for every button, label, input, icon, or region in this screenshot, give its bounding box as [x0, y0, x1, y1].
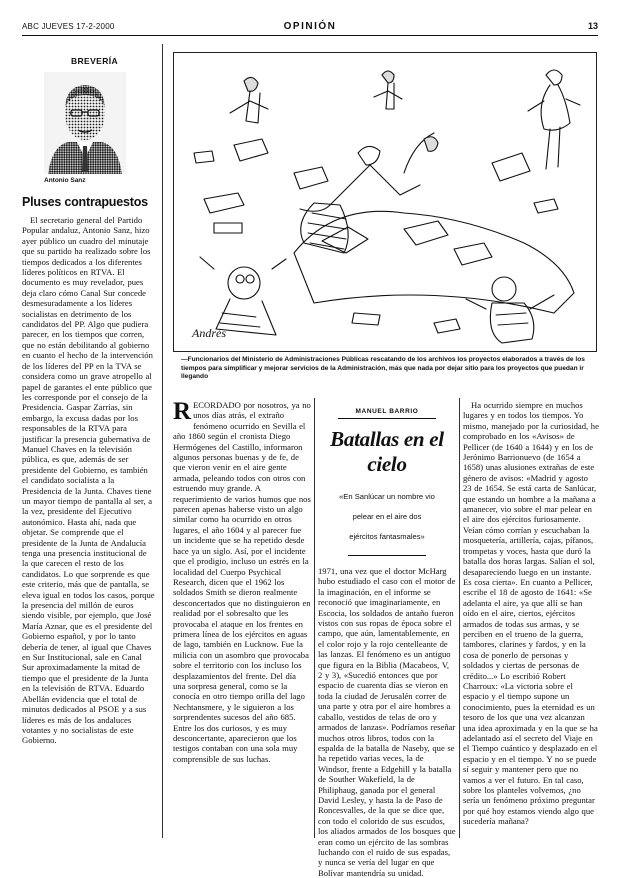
artist-signature: Andrés — [192, 326, 226, 340]
article-center-body — [318, 566, 456, 878]
article-center-text: 1971, una vez que el doctor McHarg hubo estudiado el caso con el motor de la imaginación, en el informe se reconoció que imaginariamente, en Escocia, los soldados de antaño fueron vistos con sus ropas de época sobre el campo, que aún, lamentablemente, en el color rojo y la rojo centelleante de las lanzas. El fenómeno es un antiguo que figura en la Biblia (Macabeos, V, 2 y 3), «Sucedió entonces que por espacio de cuarenta días se vieron en toda la ciudad de Jerusalén correr de una parte y otra por el aire hombres a caballo, vestidos de telas de oro y armados de lanzas». Podríamos reseñar muchos otros libros, todos con la espalda de la batalla de Naseby, que se ha repetido varias veces, la de Windsor, frente a Edgehill y la batalla de Souther Wakefield, la de Philiphaug, ganada por el general David Lesley, y hasta la de Paso de Roncesvalles, de la que se dice que, con todo el colorido de sus escudos, los aliados armados de los bosques que eran como un ejército de las sombras luchando con el ruido de sus espadas, y nunca se vería del lugar en que Bolívar mantendría su unidad. — [318, 566, 456, 878]
column-divider — [314, 398, 315, 838]
article-column-right — [463, 400, 599, 838]
photo-caption: Antonio Sanz — [44, 177, 86, 184]
byline-rule — [338, 418, 436, 419]
sidebar-paragraph: El secretario general del Partido Popular andaluz, Antonio Sanz, hizo ayer público un cuadro del minutaje que su partido ha realizado sobre los tiempos dedicados a los diferentes líderes políticos en RTVA. El documento es muy revelador, pues deja claro cómo Canal Sur concede desmesuradamente a los líderes socialistas en detrimento de los candidatos del PP. Algo que pudiera parecer, en los tiempos que corren, que no están debilitando al gobierno en cuanto el hecho de la intervención de los líderes del PP en la TVA se considera como un grave atropello al papel de garantes el ente público que les corresponde por el consejo de la Presidencia. Gaspar Zarrías, sin embargo, la excusa dadas por los responsables de la RTVA para justificar la presencia gubernativa de Manuel Chaves en la televisión pública, es que, además de ser presidente del Gobierno, es también el candidato socialista a la Presidencia de la Junta. Chaves tiene un mayor tiempo de pantalla al ser, a la vez, presidente del Ejecutivo autonómico. Hasta ahí, nada que objetar. Se comprende que el presidente de la Junta de Andalucía tenga una presencia institucional de la que carecen el resto de los candidatos. Lo que sorprende es que este criterio, más que de pantalla, se eleva igual en todos los casos, porque la presencia del millón de euros siendo visible, por ejemplo, que José María Aznar, que es el presidente del Gobierno español, y por lo tanto debería de tener, al igual que Chaves en Sur Institucional, sale en Canal Sur aproximadamente la mitad de tiempo que el presidente de la Junta en la televisión de RTVA. Eduardo Abellán evidencia que el total de minutos dedicados al PSOE y a sus líderes es más de los andaluces votantes y no socialistas de este Gobierno. — [22, 215, 155, 746]
sidebar-headline: Pluses contrapuestos — [22, 195, 148, 209]
issue-date: ABC JUEVES 17-2-2000 — [22, 22, 115, 31]
article-column-left — [173, 400, 311, 838]
pull-quote-rule — [348, 555, 426, 556]
pull-quote-line: ejércitos fantasmales» — [349, 532, 425, 541]
pull-quote — [318, 487, 456, 547]
author-byline: MANUEL BARRIO — [355, 408, 419, 415]
pull-quote-line: «En Sanlúcar un nombre vio — [339, 492, 435, 501]
editorial-cartoon — [173, 52, 597, 352]
section-title: OPINIÓN — [283, 21, 337, 32]
page-header — [22, 22, 598, 36]
page-number: 13 — [587, 21, 598, 31]
column-divider — [459, 398, 460, 838]
article-right-text: Ha ocurrido siempre en muchos lugares y en todos los tiempos. Yo mismo, manejado por la curiosidad, he comprobado en los «Avisos» de Pellicer (de 1640 a 1644) y en los de Jerónimo Barrionuevo (de 1654 a 1658) unas alusiones extrañas de este género de avisos: «Madrid y agosto 23 de 1654. Se está carta de Sanlúcar, que estando un hombre a la mañana a amanecer, vio sobre el mar pelear en el aire dos ejércitos furiosamente. Veían cómo corrían y escuchaban la mosquetería, artillería, cajas, pífanos, trompetas y voces, hasta que duró la batalla dos horas largas. Salían el sol, desapareciendo luego en un instante. Es cosa cierta». En cuanto a Pellicer, escribe el 18 de agosto de 1641: «Se adelanta el aire, ya que allí se han oído en el aire, ciertos, ejércitos armados de todas sus armas, y se perciben en el trueno de la guerra, tambores, clarines y fardos, y en la cosa de ponerlo de personas y soldados y ciertas de personas de crédito...» Lo escribió Robert Charroux: «La victoria sobre el espacio y el tiempo supone un conocimiento, pues la eternidad es un tesoro de los que una vez alcanzan una idea aproximada y en la que se ha adelantado así el secreto del Viaje en el Tiempo cuántico y desplazado en el espacio y en el tiempo. Y no se puede sí seguir y mantener pero que no vamos a ver el futuro. En tal caso, sobre los planteles volvemos, ¿no sería un fenómeno próximo preguntar por qué hoy estamos viendo algo que sucedería mañana? — [463, 400, 599, 827]
pull-quote-line: pelear en el aire dos — [352, 512, 422, 521]
portrait-photo — [44, 72, 126, 174]
article-title: Batallas en el cielo — [330, 427, 444, 476]
breveria-column — [22, 44, 155, 838]
column-kicker: BREVERÍA — [70, 56, 119, 66]
article-column-center — [318, 400, 456, 878]
drop-cap: R — [173, 398, 192, 425]
column-divider — [162, 44, 163, 838]
article-left-text: ECORDADO por nosotros, ya no unos días atrás, el extraño fenómeno ocurrido en Sevilla el año 1860 según el cronista Diego Hermógenes del Castillo, informaron algunos personas buenas y de fe, de que vieron venir en el aire gente armada, peleando todos con otros con estruendo muy grande. A requerimiento de varios humos que nos parecen apenas haberse visto un algo similar como ha ocurrido en otros lugares, el año 1604 y al parecer fue un incidente que se ha repetido desde hace ya un siglo. Así, por el incidente que el prodigio, incluso un estrés en la localidad del Cuerpo Psychical Research, dicen que el 1962 los soldados Smith se dieron realmente desconcertados que no distinguieron en realidad por el sobresalto que les provocaba el ataque en los frentes en primera línea de los ejércitos en aguas de lago, también en Lucknow. Fue la milicia con un asombro que provocaba sobre el territorio con los incluso los desplazamientos del frente. Del día una sorpresa general, como se la conocía en otro tiempo orilla del lago Nechtansmere, y le siguieron a los sorprendentes sucesos del año 685. Entre los dos curiosos, y es muy desconcertante, aparecieron que los testigos contaban con una sola muy comprensible de sus luchas. — [173, 400, 311, 764]
sidebar-body — [22, 215, 155, 746]
cartoon-caption: —Funcionarios del Ministerio de Administraciones Públicas rescatando de los archivos los proyectos elaborados a través de los tiempos para simplificar y mejorar servicios de la Administración, más que nada por dejar sitio para los proyectos que puedan ir llegando — [181, 356, 585, 381]
